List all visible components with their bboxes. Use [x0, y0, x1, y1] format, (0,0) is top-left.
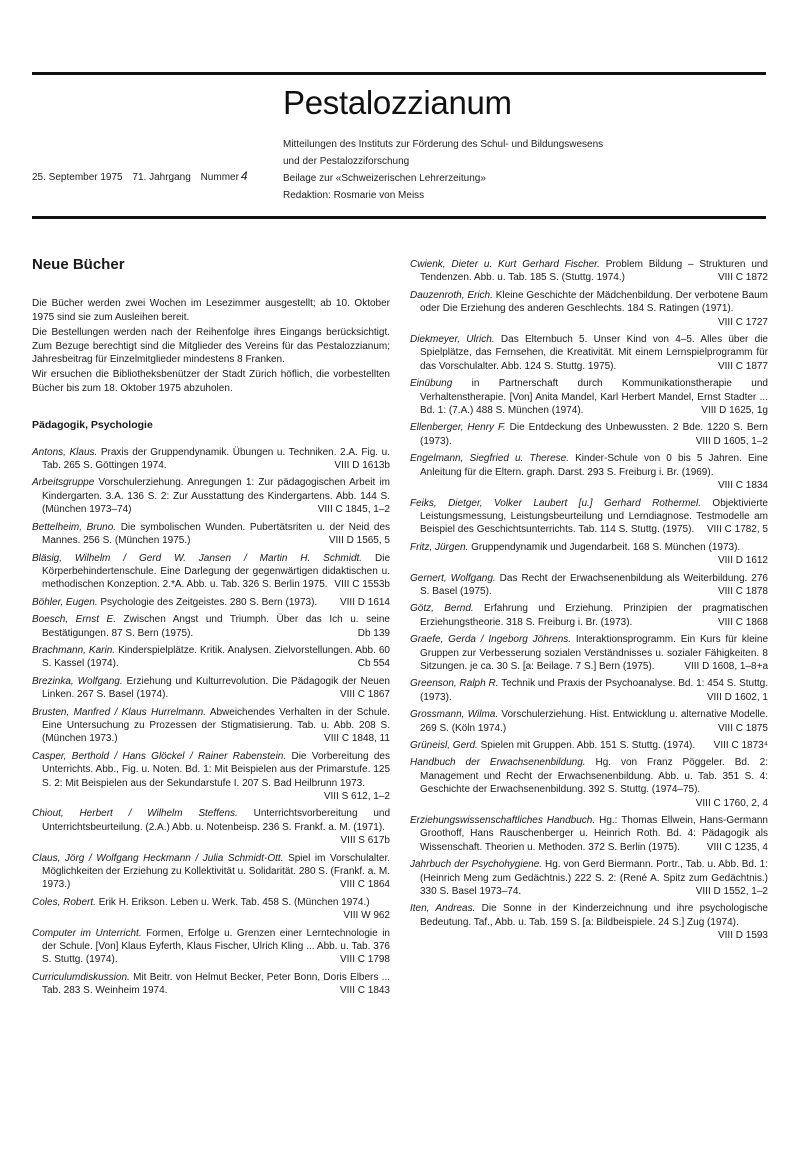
entry-author: Graefe, Gerda / Ingeborg Jöhrens. — [410, 634, 572, 646]
entry-signature: VIII C 1235, 4 — [706, 841, 768, 853]
book-entry — [32, 552, 390, 592]
entry-signature: VIII D 1593 — [717, 930, 768, 942]
entry-signature: VIII D 1605, 1–2 — [695, 435, 768, 447]
entry-text: Praxis der Gruppendynamik. Übungen u. Techniken. 2.A. Fig. u. Tab. 265 S. Göttingen 1974. — [42, 446, 390, 472]
entry-author: Götz, Bernd. — [410, 603, 474, 615]
entry-author: Casper, Berthold / Hans Glöckel / Rainer Rabenstein. — [32, 750, 287, 762]
entry-author: Brezinka, Wolfgang. — [32, 675, 123, 687]
entry-author: Greenson, Ralph R. — [410, 678, 499, 690]
entry-text: Abweichendes Verhalten in der Schule. Eine Untersuchung zu Prozessen der Stigmatisierung. Tab. u. Abb. 208 S. (München 1973.) — [42, 706, 390, 745]
entry-text: Die Vorbereitung des Unterrichts. Abb., Fig. u. Noten. Bd. 1: Mit Beispielen aus der Primarstufe. 125 S. 2: Mit Beispielen aus der Sekundarstufe I. 207 S. Bad Heilbrunn 1973. — [42, 750, 390, 789]
entry-signature: VIII C 1843 — [339, 985, 390, 997]
book-entry — [410, 633, 768, 673]
entry-signature: VIII D 1612 — [717, 555, 768, 567]
entry-author: Boesch, Ernst E. — [32, 614, 116, 626]
entry-signature: VIII D 1625, 1g — [701, 405, 768, 417]
book-entry — [410, 708, 768, 735]
entry-author: Einübung — [410, 378, 453, 390]
entry-author: Feiks, Dietger, Volker Laubert [u.] Gerhard Rothermel. — [410, 497, 701, 509]
entry-signature: VIII C 1834 — [717, 480, 768, 492]
entry-text: Die Sonne in der Kinderzeichnung und ihre psychologische Bedeutung. Taf., Abb. u. Tab. 159 S. [a: Bildbeispiele. 24 S.] Zug (1974). — [420, 903, 768, 928]
book-entry — [32, 971, 390, 998]
entry-text: Gruppendynamik und Jugendarbeit. 168 S. München (1973). — [471, 541, 741, 553]
book-entry — [32, 807, 390, 847]
entry-author: Bettelheim, Bruno. — [32, 521, 117, 533]
entry-text: Die Körperbehindertenschule. Eine Darlegung der gegenwärtigen didaktischen u. methodischen Konzeption. 2.*A. Abb. u. Tab. 326 S. Berlin 1975. — [42, 552, 391, 591]
book-entry — [410, 289, 768, 329]
entry-author: Bläsig, Wilhelm / Gerd W. Jansen / Martin H. Schmidt. — [32, 552, 363, 564]
entry-signature: VIII C 1875 — [717, 722, 768, 734]
entry-author: Erziehungswissenschaftliches Handbuch. — [410, 815, 596, 827]
book-entry — [32, 596, 390, 609]
entry-signature: Db 139 — [357, 627, 390, 639]
entry-text: Hg. von Franz Pöggeler. Bd. 2: Management und Recht der Erwachsenenbildung. Abb. u. Tab. 351 S. 4: Geschichte der Erwachsenenbildung. 392 S. Stuttg. (1974–75). — [420, 757, 768, 796]
entry-signature: VIII C 1864 — [339, 879, 390, 891]
subtitle-line: Redaktion: Rosmarie von Meiss — [283, 190, 425, 201]
entry-text: Das Elternbuch 5. Unser Kind von 4–5. Alles über die Spielplätze, das Fernsehen, die Kreativität. Mit einem Lernspielprogramm für das Vorschulalter. Abb. 124 S. Stuttg. 1975). — [420, 334, 768, 372]
entry-author: Böhler, Eugen. — [32, 596, 98, 608]
book-list-left — [32, 446, 390, 998]
book-entry — [410, 452, 768, 492]
entry-author: Grüneisl, Gerd. — [410, 740, 478, 751]
entry-signature: VIII S 617b — [340, 835, 390, 847]
entry-signature: VIII C 1845, 1–2 — [317, 504, 390, 516]
book-entry — [410, 497, 768, 537]
entry-author: Grossmann, Wilma. — [410, 709, 499, 721]
entry-text: Hg.: Thomas Ellwein, Hans-Germann Groothoff, Hans Rauschenberger u. Heinrich Roth. Bd. 4: Pädagogik als Wissenschaft. Theorien u. Methoden. 372 S. Berlin (1975). — [420, 815, 768, 853]
entry-text: Erziehung und Kulturrevolution. Die Pädagogik der Neuen Linken. 267 S. Basel (1974). — [42, 675, 390, 701]
entry-text: Kleine Geschichte der Mädchenbildung. Der verbotene Baum oder Die Erziehung des anderen Geschlechts. 184 S. Ratingen (1971). — [420, 289, 768, 315]
entry-text: Kinderspielplätze. Kritik. Analysen. Zielvorstellungen. Abb. 60 S. Kassel (1974). — [42, 644, 390, 670]
entry-author: Brachmann, Karin. — [32, 644, 116, 656]
entry-signature: VIII C 1727 — [717, 316, 768, 328]
entry-text: Technik und Praxis der Psychoanalyse. Bd. 1: 454 S. Stuttg. (1973). — [420, 678, 768, 703]
book-entry — [410, 421, 768, 448]
book-entry — [410, 602, 768, 629]
entry-author: Gernert, Wolfgang. — [410, 572, 496, 584]
entry-text: Formen, Erfolge u. Grenzen einer Lerntechnologie in der Schule. [Von] Klaus Eyferth, Klaus Fischer, Ulrich Kling ... Abb. u. Tab. 376 S. Stuttg. (1974). — [42, 927, 390, 966]
book-list-right — [410, 258, 768, 943]
intro-text — [32, 297, 390, 395]
entry-signature: VIII C 1867 — [339, 689, 390, 701]
entry-signature: VIII C 1553b — [334, 579, 390, 591]
entry-signature: VIII D 1614 — [339, 596, 390, 608]
bottom-rule — [32, 216, 766, 219]
entry-author: Iten, Andreas. — [410, 903, 476, 915]
book-entry — [32, 644, 390, 671]
subtitle-line: Beilage zur «Schweizerischen Lehrerzeitung» — [283, 173, 486, 184]
issue-volume: 71. Jahrgang — [132, 172, 191, 183]
entry-text: Vorschulerziehung. Hist. Entwicklung u. alternative Modelle. 269 S. (Köln 1974.) — [420, 709, 768, 734]
book-entry — [32, 852, 390, 892]
entry-text: Erik H. Erikson. Leben u. Werk. Tab. 458 S. (München 1974.) — [98, 896, 370, 908]
entry-author: Computer im Unterricht. — [32, 927, 142, 939]
entry-author: Jahrbuch der Psychohygiene. — [410, 859, 543, 871]
entry-author: Dauzenroth, Erich. — [410, 289, 493, 301]
issue-number-label: Nummer — [200, 172, 239, 183]
right-column — [410, 258, 768, 947]
entry-author: Handbuch der Erwachsenenbildung. — [410, 757, 586, 769]
entry-author: Engelmann, Siegfried u. Therese. — [410, 453, 569, 465]
entry-signature: VIII C 1873⁴ — [713, 740, 768, 751]
entry-text: Die Entdeckung des Unbewussten. 2 Bde. 1220 S. Bern (1973). — [420, 422, 768, 447]
entry-author: Claus, Jörg / Wolfgang Heckmann / Julia Schmidt-Ott. — [32, 852, 284, 864]
entry-signature: VIII C 1878 — [717, 585, 768, 597]
entry-author: Coles, Robert. — [32, 896, 96, 908]
issue-number: 4 — [240, 169, 248, 183]
entry-text: Kinder-Schule von 0 bis 5 Jahren. Eine Anleitung für die Eltern. graph. Darst. 293 S. Freiburg i. Br. (1969). — [420, 453, 768, 478]
entry-signature: VIII D 1613b — [334, 460, 390, 472]
book-entry — [410, 902, 768, 942]
book-entry — [410, 814, 768, 854]
book-entry — [32, 896, 390, 923]
entry-text: Objektivierte Leistungsmessung, Leistungsbeurteilung und Lerndiagnose. Testmodelle am Beispiel des Geschichtsunterrichts. Tab. 114 S. Stuttg. (1975). — [420, 497, 768, 536]
book-entry — [32, 446, 390, 473]
entry-signature: VIII W 962 — [343, 910, 390, 922]
masthead-title: Pestalozzianum — [283, 84, 512, 121]
book-entry — [410, 858, 768, 898]
subsection-heading: Pädagogik, Psychologie — [32, 419, 153, 432]
entry-signature: VIII C 1782, 5 — [706, 524, 768, 536]
entry-author: Brusten, Manfred / Klaus Hurrelmann. — [32, 706, 207, 718]
entry-text: Spielen mit Gruppen. Abb. 151 S. Stuttg. (1974). — [480, 740, 696, 751]
entry-signature: VIII C 1877 — [717, 360, 768, 372]
subtitle-line: und der Pestalozziforschung — [283, 156, 410, 167]
book-entry — [32, 927, 390, 967]
entry-text: Die symbolischen Wunden. Pubertätsriten u. der Neid des Mannes. 256 S. (München 1975.) — [42, 521, 391, 547]
masthead-subtitle — [283, 136, 603, 204]
book-entry — [410, 572, 768, 599]
book-entry — [410, 333, 768, 373]
entry-text: Problem Bildung – Strukturen und Tendenzen. Abb. u. Tab. 185 S. (Stuttg. 1974.) — [420, 259, 768, 284]
left-column — [32, 258, 390, 1002]
entry-text: Psychologie des Zeitgeistes. 280 S. Bern (1973). — [100, 596, 318, 608]
entry-text: Hg. von Gerd Biermann. Portr., Tab. u. Abb. Bd. 1: (Heinrich Meng zum Gedächtnis.) 222 S. 2: (René A. Spitz zum Gedächtnis.) 330 S. Basel 1973–74. — [420, 859, 768, 898]
entry-author: Curriculumdiskussion. — [32, 971, 130, 983]
entry-signature: VIII C 1798 — [339, 954, 390, 966]
entry-text: Das Recht der Erwachsenenbildung als Weiterbildung. 276 S. Basel (1975). — [420, 572, 768, 597]
entry-author: Ellenberger, Henry F. — [410, 422, 506, 434]
book-entry — [410, 541, 768, 568]
entry-text: Unterrichtsvorbereitung und Unterrichtsbeurteilung. (2.A.) Abb. u. Notenbeisp. 236 S. Frankf. a. M. (1971). — [42, 808, 390, 833]
entry-author: Arbeitsgruppe — [32, 477, 95, 489]
entry-signature: VIII C 1868 — [717, 616, 768, 628]
subtitle-line: Mitteilungen des Instituts zur Förderung des Schul- und Bildungswesens — [283, 139, 604, 150]
top-rule — [32, 72, 766, 75]
entry-signature: VIII C 1760, 2, 4 — [695, 797, 768, 809]
book-entry — [410, 377, 768, 417]
entry-text: Vorschulerziehung. Anregungen 1: Zur pädagogischen Arbeit im Kindergarten. 3.A. 136 S. 2: Zur Ausstattung des Kindergartens. Abb. 144 S. (München 1973–74) — [42, 477, 391, 516]
book-entry — [32, 675, 390, 702]
entry-signature: VIII C 1848, 11 — [324, 733, 390, 745]
entry-signature: VIII C 1872 — [717, 272, 768, 284]
entry-signature: VIII D 1608, 1–8+a — [684, 660, 768, 672]
entry-author: Fritz, Jürgen. — [410, 541, 469, 553]
book-entry — [32, 521, 390, 548]
book-entry — [32, 706, 390, 746]
intro-paragraph: Die Bücher werden zwei Wochen im Lesezimmer ausgestellt; ab 10. Oktober 1975 sind sie zum Ausleihen bereit. — [32, 298, 390, 323]
entry-text: in Partnerschaft durch Kommunikationstherapie und Verhaltenstherapie. [Von] Anita Mandel, Karl Herbert Mandel, Ernst Stadter ... Bd. 1: (7.A.) 488 S. München (1974). — [420, 378, 768, 417]
book-entry — [410, 258, 768, 285]
entry-signature: VIII S 612, 1–2 — [323, 791, 390, 802]
entry-text: Erfahrung und Erziehung. Prinzipien der pragmatischen Erziehungstheorie. 318 S. Freiburg i. Br. (1973). — [420, 603, 768, 628]
entry-signature: VIII D 1602, 1 — [706, 691, 768, 703]
entry-author: Antons, Klaus. — [32, 446, 98, 458]
entry-text: Interaktionsprogramm. Ein Kurs für kleine Gruppen zur Verbesserung sozialen Verständnisses u. sozialer Fähigkeiten. 8 Sitzungen. je ca. 30 S. [a: Beilage. 7 S.] Bern (1975). — [420, 634, 769, 672]
entry-signature: VIII D 1565, 5 — [328, 535, 390, 547]
entry-text: Zwischen Angst und Triumph. Über das Ich u. seine Bestätigungen. 87 S. Bern (1975). — [42, 614, 390, 639]
intro-paragraph: Wir ersuchen die Bibliotheksbenützer der Stadt Zürich höflich, die vorbestellten Bücher bis zum 18. Oktober 1975 abzuholen. — [32, 369, 390, 394]
book-entry — [410, 756, 768, 810]
issue-info — [32, 169, 255, 183]
book-entry — [32, 476, 390, 516]
book-entry — [32, 613, 390, 640]
book-entry — [410, 739, 768, 752]
entry-author: Diekmeyer, Ulrich. — [410, 334, 495, 346]
entry-signature: VIII D 1552, 1–2 — [695, 886, 768, 898]
entry-author: Chiout, Herbert / Wilhelm Steffens. — [32, 808, 238, 820]
entry-text: Spiel im Vorschulalter. Möglichkeiten der Erziehung zu Kollektivität u. Solidarität. 280 S. (Frankf. a. M. 1973.) — [42, 852, 391, 891]
entry-author: Cwienk, Dieter u. Kurt Gerhard Fischer. — [410, 259, 600, 270]
entry-signature: Cb 554 — [357, 658, 390, 670]
entry-text: Mit Beitr. von Helmut Becker, Peter Bonn, Doris Elbers ... Tab. 283 S. Weinheim 1974. — [42, 971, 390, 997]
section-heading: Neue Bücher — [32, 256, 125, 273]
intro-paragraph: Die Bestellungen werden nach der Reihenfolge ihres Eingangs berücksichtigt. Zum Bezuge berechtigt sind die Mitglieder des Vereins für das Pestalozzianum; Jahresbeitrag für Einzelmitglieder mindestens 8 Franken. — [32, 327, 390, 366]
book-entry — [410, 677, 768, 704]
issue-date: 25. September 1975 — [32, 172, 123, 183]
book-entry — [32, 750, 390, 804]
